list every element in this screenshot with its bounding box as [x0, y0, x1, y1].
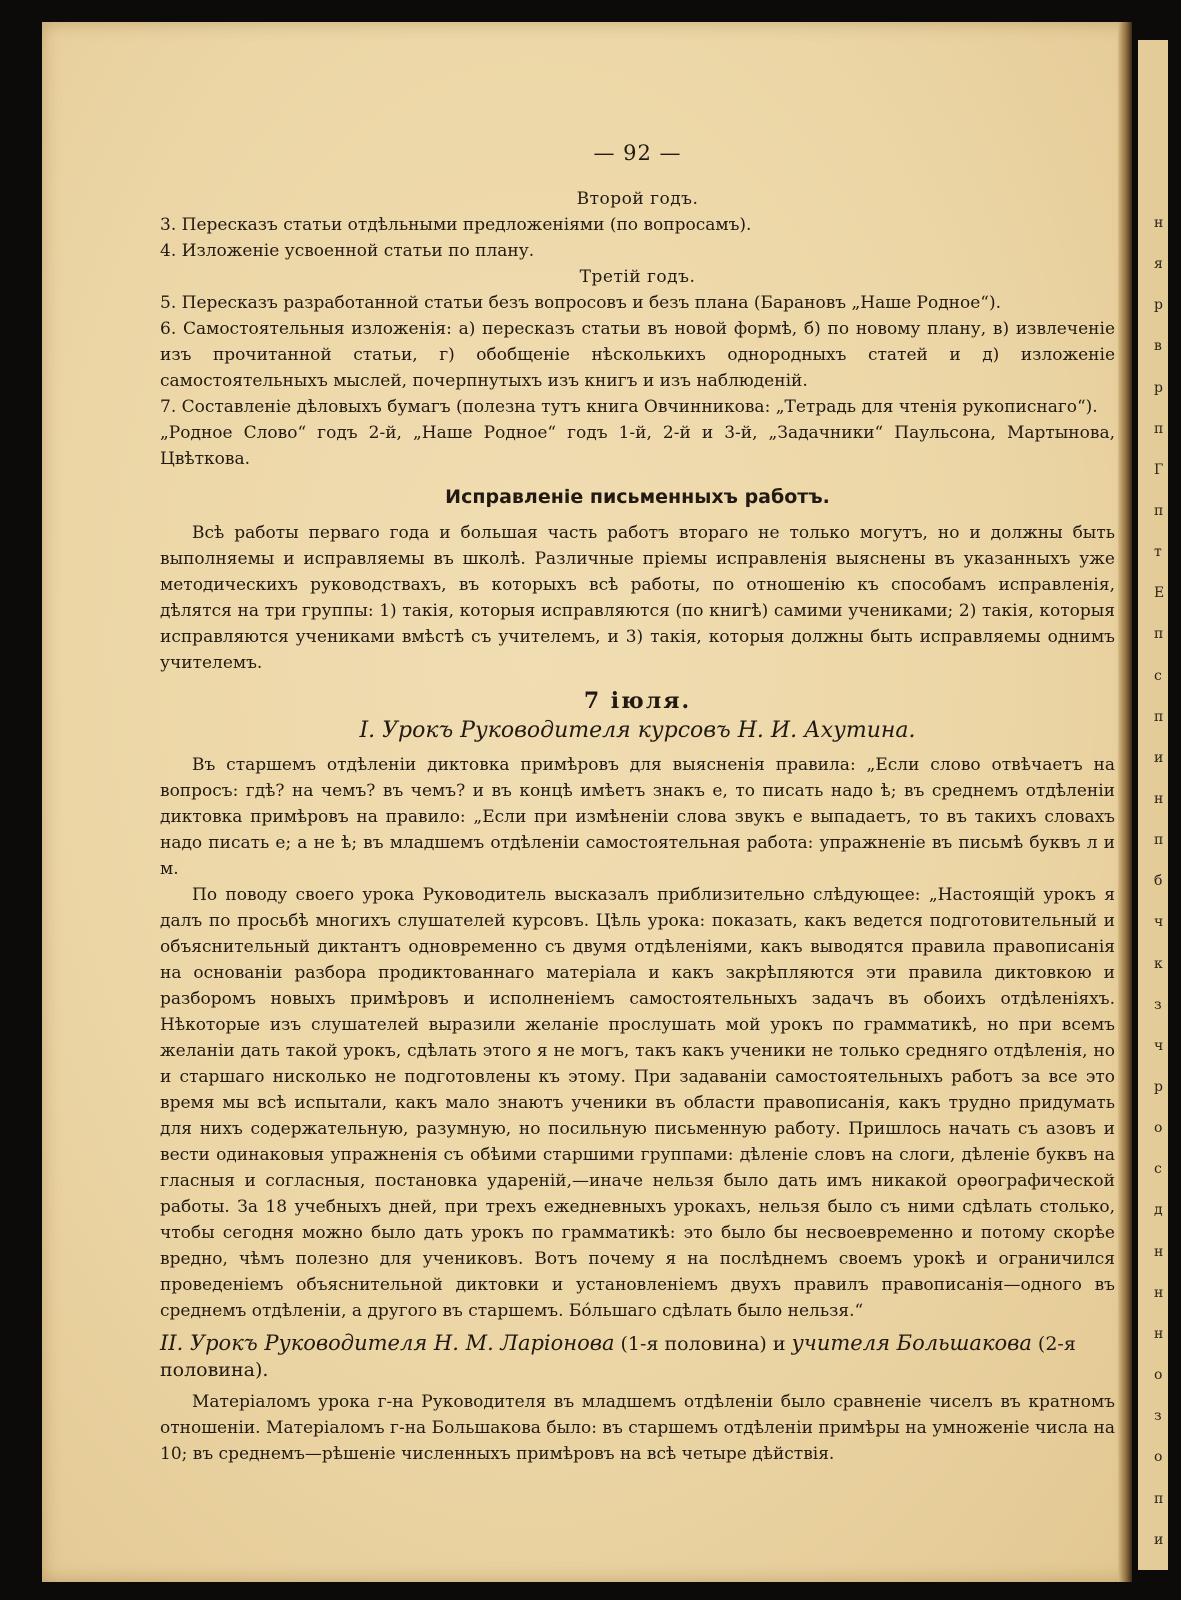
- next-page-edge-letter: о: [1154, 1120, 1163, 1137]
- next-page-edge-letter: ч: [1154, 914, 1164, 931]
- lesson-2-paragraph: Матеріаломъ урока г-на Руководителя въ младшемъ отдѣленіи было сравненіе чиселъ въ кратномъ отношеніи. Матеріаломъ г-на Большакова было: въ старшемъ отдѣленіи примѣры на умноженіе числа на 10; въ среднемъ—рѣшеніе численныхъ примѣровъ на всѣ четыре дѣйствія.: [160, 1392, 1115, 1464]
- second-year-heading: Второй годъ.: [576, 189, 699, 209]
- correction-heading: Исправленіе письменныхъ работъ.: [445, 486, 830, 508]
- next-page-edge-letter: р: [1154, 379, 1163, 396]
- books-list: „Родное Слово“ годъ 2-й, „Наше Родное“ годъ 1-й, 2-й и 3-й, „Задачники“ Паульсона, Мартынова, Цвѣткова.: [160, 423, 1115, 469]
- third-year-heading: Третій годъ.: [579, 267, 696, 287]
- next-page-edge-letter: р: [1154, 297, 1163, 314]
- next-page-edge-letter: н: [1154, 1325, 1164, 1342]
- next-page-edge-letter: Е: [1154, 585, 1165, 602]
- correction-paragraph: Всѣ работы перваго года и большая часть работъ втораго не только могутъ, но и должны быть выполняемы и исправляемы въ школѣ. Различные пріемы исправленія выяснены въ указанныхъ уже методическихъ руководствахъ, въ которыхъ всѣ работы, по отношенію къ способамъ исправленія, дѣлятся на три группы: 1) такія, которыя исправляются (по книгѣ) самими учениками; 2) такія, которыя исправляются учениками вмѣстѣ съ учителемъ, и 3) такія, которыя должны быть исправляемы однимъ учителемъ.: [160, 523, 1115, 673]
- lesson-2-heading-part: (2-я половина).: [160, 1333, 1076, 1381]
- list-item: 3. Пересказъ статьи отдѣльными предложеніями (по вопросамъ).: [160, 215, 752, 235]
- next-page-edge-letter: с: [1154, 1161, 1162, 1178]
- lesson-2-heading-leader: II. Урокъ Руководителя Н. М. Ларіонова: [160, 1331, 615, 1355]
- lesson-1-paragraph: Въ старшемъ отдѣленіи диктовка примѣровъ для выясненія правила: „Если слово отвѣчаетъ на вопросъ: гдѣ? на чемъ? въ чемъ? и въ концѣ имѣетъ знакъ е, то писать надо ѣ; въ среднемъ отдѣленіи диктовка примѣровъ на правило: „Если при измѣненіи слова звукъ е выпадаетъ, то въ такихъ словахъ надо писать е; а не ѣ; въ младшемъ отдѣленіи самостоятельная работа: упражненіе въ письмѣ буквъ л и м.: [160, 755, 1115, 879]
- next-page-edge-letter: п: [1154, 626, 1164, 643]
- list-item: 6. Самостоятельныя изложенія: а) пересказъ статьи въ новой формѣ, б) по новому плану, в) извлеченіе изъ прочитанной статьи, г) обобщеніе нѣсколькихъ однородныхъ статей и д) изложеніе самостоятельныхъ мыслей, почерпнутыхъ изъ книгъ и изъ наблюденій.: [160, 319, 1115, 391]
- lesson-2-heading: [160, 1330, 1115, 1383]
- next-page-edge-letter: ч: [1154, 1037, 1164, 1054]
- next-page-edge-letter: п: [1154, 503, 1164, 520]
- date-heading: 7 іюля.: [583, 688, 692, 714]
- next-page-edge-letter: о: [1154, 1367, 1163, 1384]
- next-page-edge-letter: н: [1154, 791, 1164, 808]
- next-page-edge-letter: к: [1154, 955, 1163, 972]
- page-gutter: [1118, 22, 1132, 1582]
- lesson-1-heading: I. Урокъ Руководителя курсовъ Н. И. Ахутина.: [359, 718, 916, 743]
- next-page-edge-letter: Г: [1154, 461, 1164, 478]
- page-number: — 92 —: [593, 141, 682, 165]
- next-page-edge: [1138, 40, 1168, 1570]
- next-page-edge-letter: п: [1154, 832, 1164, 849]
- next-page-edge-letter: н: [1154, 1284, 1164, 1301]
- next-page-edge-letter: н: [1154, 215, 1164, 231]
- page-content: [160, 140, 1115, 1467]
- next-page-edge-letter: п: [1154, 420, 1164, 437]
- next-page-edge-letter: о: [1154, 1449, 1163, 1466]
- list-item: 5. Пересказъ разработанной статьи безъ вопросовъ и безъ плана (Барановъ „Наше Родное“).: [160, 293, 1002, 313]
- next-page-edge-letter: и: [1154, 1531, 1164, 1548]
- next-page-edge-letter: з: [1154, 1408, 1162, 1425]
- next-page-edge-letter: б: [1154, 873, 1163, 890]
- lesson-1-remarks-paragraph: По поводу своего урока Руководитель высказалъ приблизительно слѣдующее: „Настоящій урокъ я далъ по просьбѣ многихъ слушателей курсовъ. Цѣль урока: показать, какъ ведется подготовительный и объяснительный диктантъ одновременно съ двумя отдѣленіями, какъ выводятся правила правописанія на основаніи разбора продиктованнаго матеріала и какъ закрѣпляются эти правила диктовкою и разборомъ новыхъ примѣровъ и исполненіемъ самостоятельныхъ задачъ въ обоихъ отдѣленіяхъ. Нѣкоторые изъ слушателей выразили желаніе прослушать мой урокъ по грамматикѣ, но при всемъ желаніи дать такой урокъ, сдѣлать этого я не могъ, такъ какъ ученики не только средняго отдѣленія, но и старшаго нисколько не подготовлены къ этому. При задаваніи самостоятельныхъ работъ за все это время мы всѣ испытали, какъ мало знаютъ ученики въ области правописанія, какъ трудно придумать для нихъ содержательную, разумную, но посильную письменную работу. Пришлось начать съ азовъ и вести одинаковыя упражненія съ обѣими старшими группами: дѣленіе словъ на слоги, дѣленіе буквъ на гласныя и согласныя, постановка удареній,—иначе нельзя было дать имъ никакой орѳографической работы. За 18 учебныхъ дней, при трехъ ежедневныхъ урокахъ, нельзя было съ ними сдѣлать столько, чтобы сегодня можно было дать урокъ по грамматикѣ: это было бы несвоевременно и потому скорѣе вредно, чѣмъ полезно для учениковъ. Вотъ почему я на послѣднемъ своемъ урокѣ и ограничился проведеніемъ объяснительной диктовки и установленіемъ двухъ правилъ правописанія—одного въ среднемъ отдѣленіи, а другого въ старшемъ. Бо́льшаго сдѣлать было нельзя.“: [160, 885, 1115, 1321]
- list-item: 4. Изложеніе усвоенной статьи по плану.: [160, 241, 535, 261]
- next-page-edge-letter: с: [1154, 667, 1162, 684]
- lesson-2-heading-part: (1-я половина) и: [614, 1333, 792, 1355]
- next-page-edge-letter: и: [1154, 749, 1164, 766]
- next-page-edge-letter: я: [1154, 256, 1163, 273]
- next-page-edge-letter: д: [1154, 1202, 1163, 1219]
- next-page-edge-letter: р: [1154, 1079, 1163, 1096]
- next-page-edge-letter: з: [1154, 996, 1162, 1013]
- next-page-edge-letter: п: [1154, 708, 1164, 725]
- next-page-edge-letter: п: [1154, 1490, 1164, 1507]
- next-page-edge-letter: н: [1154, 1243, 1164, 1260]
- next-page-edge-letter: т: [1154, 544, 1162, 561]
- list-item: 7. Составленіе дѣловыхъ бумагъ (полезна тутъ книга Овчинникова: „Тетрадь для чтенія рукописнаго“).: [160, 397, 1098, 417]
- next-page-edge-letter: в: [1154, 338, 1162, 355]
- lesson-2-heading-teacher: учителя Большакова: [791, 1331, 1032, 1355]
